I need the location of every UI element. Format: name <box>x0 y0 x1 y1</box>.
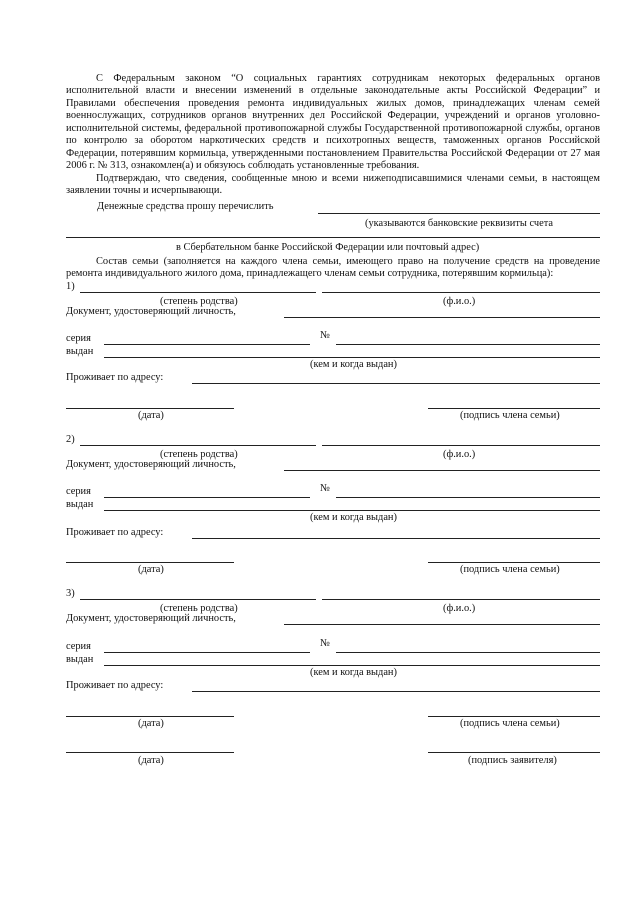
number-label: № <box>320 330 330 341</box>
applicant-signature-field[interactable] <box>428 752 600 753</box>
number-label: № <box>320 483 330 494</box>
relation-caption: (степень родства) <box>160 603 238 614</box>
number-field[interactable] <box>336 497 600 498</box>
payment-field-line-1[interactable] <box>318 213 600 214</box>
applicant-signature-caption: (подпись заявителя) <box>468 755 557 766</box>
issued-by-caption: (кем и когда выдан) <box>310 667 397 678</box>
id-document-field[interactable] <box>284 317 600 318</box>
member-signature-caption: (подпись члена семьи) <box>460 564 560 575</box>
series-label: серия <box>66 486 91 497</box>
member-signature-field[interactable] <box>428 408 600 409</box>
member-signature-caption: (подпись члена семьи) <box>460 718 560 729</box>
member-number: 1) <box>66 281 75 292</box>
id-document-label: Документ, удостоверяющий личность, <box>66 306 236 317</box>
relation-caption: (степень родства) <box>160 449 238 460</box>
date-field[interactable] <box>66 716 234 717</box>
address-field[interactable] <box>192 383 600 384</box>
series-field[interactable] <box>104 344 310 345</box>
id-document-field[interactable] <box>284 470 600 471</box>
issued-field[interactable] <box>104 665 600 666</box>
id-document-field[interactable] <box>284 624 600 625</box>
id-document-label: Документ, удостоверяющий личность, <box>66 459 236 470</box>
address-label: Проживает по адресу: <box>66 527 164 538</box>
series-label: серия <box>66 333 91 344</box>
issued-label: выдан <box>66 654 94 665</box>
series-field[interactable] <box>104 652 310 653</box>
payment-hint-2: в Сбербательном банке Российской Федерации или почтовый адрес) <box>176 242 480 253</box>
series-field[interactable] <box>104 497 310 498</box>
member-number: 2) <box>66 434 75 445</box>
issued-label: выдан <box>66 499 94 510</box>
intro-paragraph-1: С Федеральным законом “О социальных гарантиях сотрудникам некоторых федеральных органов исполнительной власти и внесении изменений в отдельные законодательные акты Российской Федерации” и Правилами обеспечения проведения ремонта индивидуальных жилых домов, принадлежащих членам семей военнослужащих, сотрудников органов внутренних дел Российской Федерации, учреждений и органов уголовно-исполнительной системы, федеральной противопожарной службы Государственной противопожарной службы, органов по контролю за оборотом наркотических средств и психотропных веществ, таможенных органов Российской Федерации, потерявшим кормильца, утвержденными постановлением Правительства Российской Федерации от 27 мая 2006 г. № 313, ознакомлен(а) и обязуюсь соблюдать установленные требования. <box>66 73 600 172</box>
member-number: 3) <box>66 588 75 599</box>
member-signature-caption: (подпись члена семьи) <box>460 410 560 421</box>
fio-caption: (ф.и.о.) <box>443 449 476 460</box>
date-caption: (дата) <box>138 410 164 421</box>
intro-text <box>66 73 600 198</box>
issued-field[interactable] <box>104 357 600 358</box>
fio-field[interactable] <box>322 599 600 600</box>
relation-caption: (степень родства) <box>160 296 238 307</box>
issued-by-caption: (кем и когда выдан) <box>310 512 397 523</box>
payment-hint-1: (указываются банковские реквизиты счета <box>365 218 553 229</box>
series-label: серия <box>66 641 91 652</box>
id-document-label: Документ, удостоверяющий личность, <box>66 613 236 624</box>
relation-field[interactable] <box>80 292 316 293</box>
fio-caption: (ф.и.о.) <box>443 296 476 307</box>
date-caption: (дата) <box>138 718 164 729</box>
member-signature-field[interactable] <box>428 562 600 563</box>
applicant-date-field[interactable] <box>66 752 234 753</box>
address-label: Проживает по адресу: <box>66 372 164 383</box>
issued-label: выдан <box>66 346 94 357</box>
address-label: Проживает по адресу: <box>66 680 164 691</box>
relation-field[interactable] <box>80 445 316 446</box>
fio-field[interactable] <box>322 445 600 446</box>
family-intro: Состав семьи (заполняется на каждого члена семьи, имеющего право на получение средств на проведение ремонта индивидуального жилого дома, принадлежащего членам семьи сотрудника, потерявшим кормильца): <box>66 256 600 280</box>
address-field[interactable] <box>192 538 600 539</box>
date-field[interactable] <box>66 562 234 563</box>
address-field[interactable] <box>192 691 600 692</box>
intro-paragraph-2: Подтверждаю, что сведения, сообщенные мною и всеми нижеподписавшимися членами семьи, в настоящем заявлении точны и исчерпывающи. <box>66 172 600 197</box>
issued-by-caption: (кем и когда выдан) <box>310 359 397 370</box>
number-field[interactable] <box>336 652 600 653</box>
payment-field-line-2[interactable] <box>66 237 600 238</box>
date-caption: (дата) <box>138 564 164 575</box>
payment-label: Денежные средства прошу перечислить <box>97 201 274 212</box>
number-field[interactable] <box>336 344 600 345</box>
applicant-date-caption: (дата) <box>138 755 164 766</box>
date-field[interactable] <box>66 408 234 409</box>
relation-field[interactable] <box>80 599 316 600</box>
fio-caption: (ф.и.о.) <box>443 603 476 614</box>
number-label: № <box>320 638 330 649</box>
fio-field[interactable] <box>322 292 600 293</box>
issued-field[interactable] <box>104 510 600 511</box>
member-signature-field[interactable] <box>428 716 600 717</box>
